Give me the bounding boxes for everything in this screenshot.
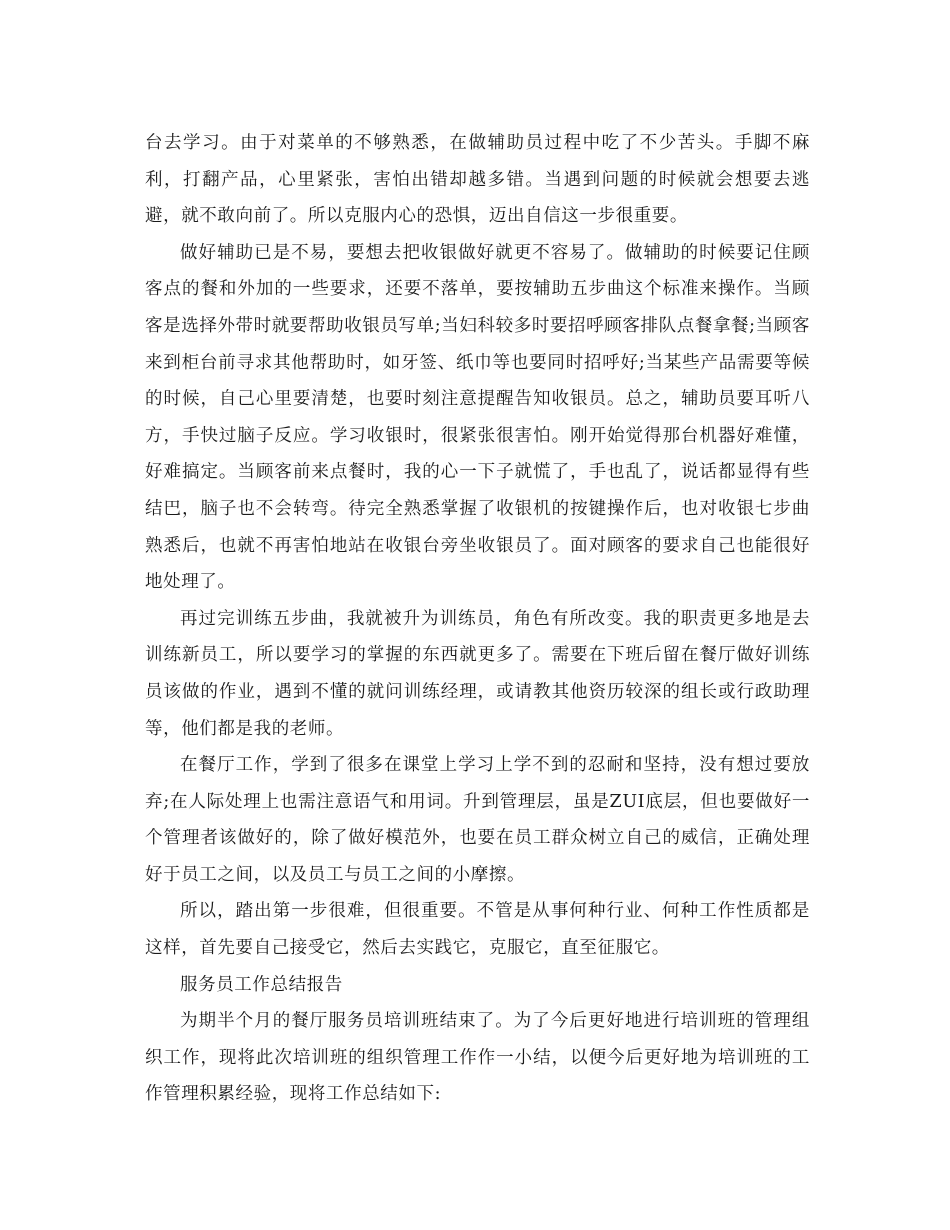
paragraph-5: 所以，踏出第一步很难，但很重要。不管是从事何种行业、何种工作性质都是这样，首先要自己接受它，然后去实践它，克服它，直至征服它。 xyxy=(145,901,810,959)
paragraph-2: 做好辅助已是不易，要想去把收银做好就更不容易了。做辅助的时候要记住顾客点的餐和外加的一些要求，还要不落单，要按辅助五步曲这个标准来操作。当顾客是选择外带时就要帮助收银员写单;当妇科较多时要招呼顾客排队点餐拿餐;当顾客来到柜台前寻求其他帮助时，如牙签、纸巾等也要同时招呼好;当某些产品需要等候的时候，自己心里要清楚，也要时刻注意提醒告知收银员。总之，辅助员要耳听八方，手快过脑子反应。学习收银时，很紧张很害怕。刚开始觉得那台机器好难懂，好难搞定。当顾客前来点餐时，我的心一下子就慌了，手也乱了，说话都显得有些结巴，脑子也不会转弯。待完全熟悉掌握了收银机的按键操作后，也对收银七步曲熟悉后，也就不再害怕地站在收银台旁坐收银员了。面对顾客的要求自己也能很好地处理了。 xyxy=(145,242,810,593)
section-heading: 服务员工作总结报告 xyxy=(180,974,343,995)
paragraph-1: 台去学习。由于对菜单的不够熟悉，在做辅助员过程中吃了不少苦头。手脚不麻利，打翻产品，心里紧张，害怕出错却越多错。当遇到问题的时候就会想要去逃避，就不敢向前了。所以克服内心的恐惧，迈出自信这一步很重要。 xyxy=(145,133,810,227)
paragraph-3: 再过完训练五步曲，我就被升为训练员，角色有所改变。我的职责更多地是去训练新员工，所以要学习的掌握的东西就更多了。需要在下班后留在餐厅做好训练员该做的作业，遇到不懂的就问训练经理，或请教其他资历较深的组长或行政助理等，他们都是我的老师。 xyxy=(145,608,810,739)
paragraph-4: 在餐厅工作，学到了很多在课堂上学习上学不到的忍耐和坚持，没有想过要放弃;在人际处理上也需注意语气和用词。升到管理层，虽是ZUI底层，但也要做好一个管理者该做好的，除了做好模范外，也要在员工群众树立自己的威信，正确处理好于员工之间，以及员工与员工之间的小摩擦。 xyxy=(145,755,810,885)
document-body xyxy=(145,125,810,1113)
paragraph-6: 为期半个月的餐厅服务员培训班结束了。为了今后更好地进行培训班的管理组织工作，现将此次培训班的组织管理工作作一小结，以便今后更好地为培训班的工作管理积累经验，现将工作总结如下: xyxy=(145,1011,810,1105)
